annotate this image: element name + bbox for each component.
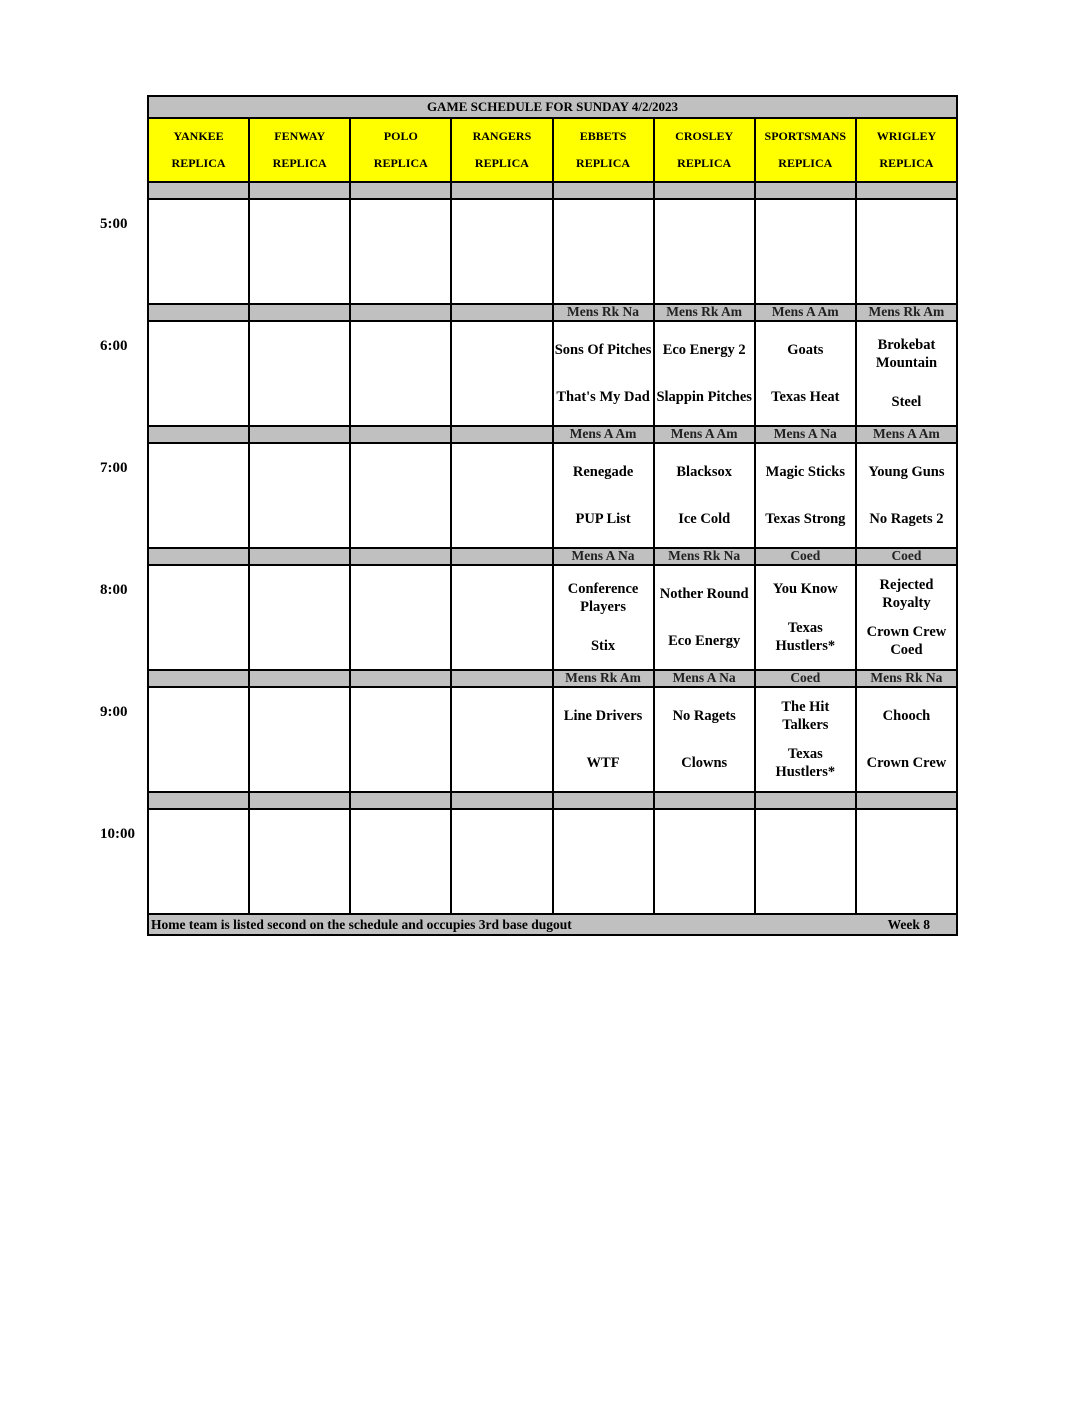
division-label [855, 183, 956, 198]
field-subtitle: REPLICA [778, 156, 833, 170]
division-label [149, 549, 248, 564]
division-label [450, 793, 551, 808]
division-row [149, 303, 956, 322]
game-cell [754, 200, 855, 303]
game-cell [349, 810, 450, 913]
home-team: WTF [586, 755, 620, 772]
division-label: Mens A Am [855, 427, 956, 442]
home-team: PUP List [575, 511, 631, 528]
division-label [754, 793, 855, 808]
away-team: Brokebat Mountain [875, 337, 938, 372]
division-label [248, 183, 349, 198]
division-label: Mens Rk Na [552, 305, 653, 320]
field-header-fenway [248, 119, 349, 181]
field-name: CROSLEY [675, 129, 734, 143]
division-label [450, 671, 551, 686]
away-team: The Hit Talkers [781, 698, 830, 733]
division-label [653, 793, 754, 808]
game-row [149, 810, 956, 913]
field-name: FENWAY [274, 129, 326, 143]
game-cell [450, 566, 551, 669]
home-team: Crown Crew Coed [866, 624, 947, 659]
time-label: 7:00 [100, 460, 128, 476]
game-cell [855, 566, 956, 669]
division-label [754, 183, 855, 198]
game-cell [248, 200, 349, 303]
home-team: Texas Hustlers* [775, 619, 836, 654]
schedule-title: GAME SCHEDULE FOR SUNDAY 4/2/2023 [149, 97, 956, 119]
week-label: Week 8 [887, 917, 930, 932]
game-cell [450, 810, 551, 913]
division-row [149, 547, 956, 566]
division-label [349, 305, 450, 320]
field-subtitle: REPLICA [373, 156, 428, 170]
division-row [149, 791, 956, 810]
game-row [149, 322, 956, 425]
field-subtitle: REPLICA [474, 156, 529, 170]
home-team: No Ragets 2 [869, 511, 944, 528]
field-header-rangers [450, 119, 551, 181]
division-label [248, 305, 349, 320]
away-team: Renegade [572, 463, 634, 480]
division-label [450, 549, 551, 564]
division-label [149, 183, 248, 198]
away-team: Sons Of Pitches [554, 341, 652, 358]
away-team: Young Guns [868, 463, 945, 480]
home-team: Stix [590, 637, 616, 654]
game-cell [248, 322, 349, 425]
division-label: Mens Rk Am [855, 305, 956, 320]
game-cell [349, 200, 450, 303]
time-label: 6:00 [100, 338, 128, 354]
division-label [349, 427, 450, 442]
game-cell [349, 444, 450, 547]
home-team: Texas Hustlers* [775, 746, 836, 781]
division-label: Mens Rk Am [552, 671, 653, 686]
division-label [248, 549, 349, 564]
time-label: 9:00 [100, 704, 128, 720]
game-cell [248, 566, 349, 669]
field-header-crosley [653, 119, 754, 181]
game-cell [450, 688, 551, 791]
game-cell [754, 566, 855, 669]
game-cell [653, 810, 754, 913]
away-team: Nother Round [659, 585, 749, 602]
division-label: Mens Rk Na [855, 671, 956, 686]
field-header-ebbets [552, 119, 653, 181]
time-slots [149, 181, 956, 913]
game-cell [855, 200, 956, 303]
game-cell [653, 688, 754, 791]
division-label: Coed [754, 671, 855, 686]
game-cell [552, 688, 653, 791]
division-row [149, 181, 956, 200]
game-cell [855, 322, 956, 425]
field-name: SPORTSMANS [764, 129, 847, 143]
field-subtitle: REPLICA [272, 156, 327, 170]
home-team: Steel [891, 393, 922, 410]
game-cell [149, 566, 248, 669]
time-label: 5:00 [100, 216, 128, 232]
division-label [149, 671, 248, 686]
game-cell [552, 444, 653, 547]
game-cell [855, 444, 956, 547]
division-label [349, 793, 450, 808]
game-cell [149, 322, 248, 425]
field-name: RANGERS [472, 129, 532, 143]
division-label [149, 793, 248, 808]
division-label [552, 793, 653, 808]
division-label [349, 671, 450, 686]
division-label [248, 427, 349, 442]
game-cell [754, 810, 855, 913]
field-header-row [149, 119, 956, 181]
away-team: Goats [787, 341, 824, 358]
game-cell [149, 688, 248, 791]
game-cell [450, 444, 551, 547]
field-header-polo [349, 119, 450, 181]
away-team: Conference Players [567, 581, 639, 616]
game-cell [149, 200, 248, 303]
division-row [149, 669, 956, 688]
time-label: 10:00 [100, 826, 135, 842]
footer-note: Home team is listed second on the schedule and occupies 3rd base dugout [151, 917, 572, 932]
game-cell [248, 688, 349, 791]
home-team: Ice Cold [678, 511, 731, 528]
division-label: Mens A Am [552, 427, 653, 442]
away-team: Rejected Royalty [879, 576, 934, 611]
game-cell [552, 566, 653, 669]
game-cell [149, 810, 248, 913]
division-label: Coed [855, 549, 956, 564]
home-team: Crown Crew [866, 755, 947, 772]
division-label: Mens A Na [754, 427, 855, 442]
division-label: Mens A Am [754, 305, 855, 320]
away-team: Chooch [882, 707, 931, 724]
game-cell [349, 566, 450, 669]
away-team: Line Drivers [563, 707, 643, 724]
game-row [149, 688, 956, 791]
division-label [552, 183, 653, 198]
division-label [450, 427, 551, 442]
away-team: No Ragets [672, 707, 736, 724]
home-team: Clowns [681, 755, 728, 772]
field-header-sportsmans [754, 119, 855, 181]
division-label: Mens A Am [653, 427, 754, 442]
away-team: You Know [772, 581, 838, 598]
division-label [248, 793, 349, 808]
field-name: WRIGLEY [876, 129, 937, 143]
division-label [149, 427, 248, 442]
schedule-table [147, 95, 958, 936]
game-cell [754, 444, 855, 547]
field-subtitle: REPLICA [677, 156, 732, 170]
game-cell [248, 810, 349, 913]
game-cell [653, 322, 754, 425]
game-cell [754, 322, 855, 425]
game-row [149, 444, 956, 547]
field-subtitle: REPLICA [879, 156, 934, 170]
division-label: Mens A Na [552, 549, 653, 564]
division-row [149, 425, 956, 444]
game-cell [450, 200, 551, 303]
home-team: Eco Energy [668, 633, 741, 650]
game-cell [349, 322, 450, 425]
home-team: Slappin Pitches [656, 389, 752, 406]
division-label [349, 183, 450, 198]
away-team: Magic Sticks [765, 463, 845, 480]
field-name: YANKEE [173, 129, 224, 143]
division-label: Mens Rk Na [653, 549, 754, 564]
game-cell [653, 566, 754, 669]
game-cell [552, 322, 653, 425]
game-cell [450, 322, 551, 425]
away-team: Eco Energy 2 [662, 341, 746, 358]
field-name: POLO [383, 129, 418, 143]
division-label [653, 183, 754, 198]
field-header-yankee [149, 119, 248, 181]
time-label: 8:00 [100, 582, 128, 598]
field-name: EBBETS [579, 129, 627, 143]
division-label [450, 305, 551, 320]
away-team: Blacksox [676, 463, 732, 480]
division-label [149, 305, 248, 320]
game-cell [653, 444, 754, 547]
division-label [349, 549, 450, 564]
field-subtitle: REPLICA [171, 156, 226, 170]
field-header-wrigley [855, 119, 956, 181]
field-subtitle: REPLICA [576, 156, 631, 170]
division-label [450, 183, 551, 198]
home-team: Texas Strong [765, 511, 846, 528]
game-cell [855, 810, 956, 913]
division-label [855, 793, 956, 808]
division-label: Mens Rk Am [653, 305, 754, 320]
game-cell [653, 200, 754, 303]
home-team: That's My Dad [556, 389, 650, 406]
game-cell [552, 200, 653, 303]
game-cell [855, 688, 956, 791]
game-cell [149, 444, 248, 547]
game-row [149, 566, 956, 669]
game-cell [248, 444, 349, 547]
home-team: Texas Heat [771, 389, 840, 406]
division-label: Mens A Na [653, 671, 754, 686]
footer-bar [149, 913, 956, 934]
division-label [248, 671, 349, 686]
division-label: Coed [754, 549, 855, 564]
game-cell [754, 688, 855, 791]
game-row [149, 200, 956, 303]
game-cell [552, 810, 653, 913]
game-cell [349, 688, 450, 791]
